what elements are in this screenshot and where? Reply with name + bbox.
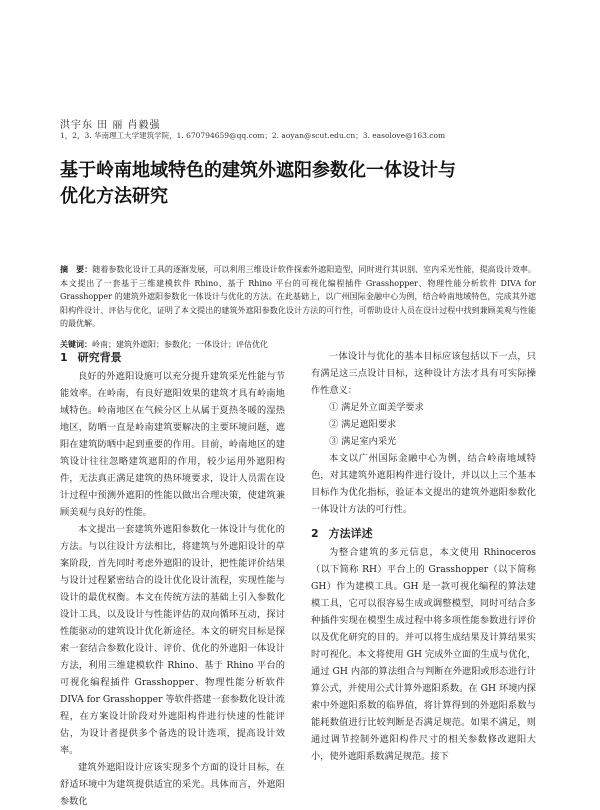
author-affiliation: 1，2，3. 华南理工大学建筑学院，1. 670794659@qq.com；2. aoyan@scut.edu.cn；3. easolove@163.com — [60, 131, 446, 140]
keywords-text: 岭南；建筑外遮阳；参数化；一体设计；评估优化 — [92, 340, 268, 349]
goals-intro-paragraph: 一体设计与优化的基本目标应该包括以下一点，只有满足这三点设计目标，这种设计方法才具有可实际操作性意义： — [311, 351, 536, 396]
section-2-paragraph-1: 为整合建筑的多元信息，本文使用 Rhinoceros（以下简称 RH）平台上的 Grasshopper（以下简称 GH）作为建模工具。GH 是一款可视化编程的算法建模工具，它可以很容易生成或调整模型，同时可结合多种插件实现在模型生成过程中将多项性能参数进行评价以及优化研究的目的。并可以将生成结果及计算结果实时可视化。本文将使用 GH 完成外立面的生成与优化，通过 GH 内部的算法组合与判断在外遮阳或形态进行计算公式，并使用公式计算外遮阳系数。在 GH 环境内探索中外遮阳系数的临界值，将计算得到的外遮阳系数与能耗数值进行比较判断是否满足规范。如果不满足，则通过调节控制外遮阳构件尺寸的相关参数修改遮阳大小，使外遮阳系数满足规范。接下 — [311, 547, 536, 762]
paper-title — [60, 158, 560, 210]
section-1-heading — [60, 348, 285, 368]
section-1-title: 研究背景 — [77, 351, 122, 364]
paper-title-line-2: 优化方法研究 — [60, 186, 168, 207]
section-1-paragraph-1: 良好的外遮阳设施可以充分提升建筑采光性能与节能效率。在岭南，有良好遮阳效果的建筑才具有岭南地域特色。岭南地区在气候分区上从属于夏热冬暖的湿热地区，防晒一直是岭南建筑要解决的主要环境问题，遮阳在建筑防晒中起到重要的作用。目前，岭南地区的建筑设计往往忽略建筑遮阳的作用，较少运用外遮阳构件，无法真正满足建筑的热环境要求，设计人员需在设计过程中预测外遮阳的性能以做出合理决策，使建筑兼顾美观与良好的性能。 — [60, 371, 285, 518]
goal-item-1: ① 满足外立面美学要求 — [329, 402, 424, 413]
abstract-label: 摘 要： — [60, 265, 93, 274]
abstract — [60, 263, 536, 331]
section-1-paragraph-3: 建筑外遮阳设计应该实现多个方面的设计目标，在舒适环境中为建筑提供适宜的采光。具体而言，外遮阳参数化 — [60, 762, 285, 807]
goal-item-3: ③ 满足室内采光 — [329, 436, 397, 447]
author-list: 洪宇东 田 丽 肖毅强 — [60, 120, 161, 131]
section-1-paragraph-2: 本文提出一套建筑外遮阳参数化一体设计与优化的方法。与以往设计方法相比，将建筑与外遮阳设计的草案阶段，首先同时考虑外遮阳的设计，把性能评价结果与设计过程紧密结合的设计优化设计流程，实现性能与设计的最优权衡。本文在传统方法的基础上引入参数化设计工具，以及设计与性能评估的双向循环互动，探讨性能驱动的建筑设计优化新途径。本文的研究目标是探索一套结合参数化设计、评价、优化的外遮阳一体设计方法，利用三维建模软件 Rhino、基于 Rhino 平台的可视化编程插件 Grasshopper、物理性能分析软件 DIVA for Grasshopper 等软件搭建一套参数化设计流程，在方案设计阶段对外遮阳构件进行快速的性能评估，为设计者提供多个备选的设计选项，提高设计效率。 — [60, 524, 285, 756]
goal-item-2: ② 满足遮阳要求 — [329, 419, 397, 430]
case-study-paragraph: 本文以广州国际金融中心为例，结合岭南地域特色，对其建筑外遮阳构件进行设计，并以以上三个基本目标作为优化指标，验证本文提出的建筑外遮阳参数化一体设计方法的可行性。 — [311, 453, 536, 515]
abstract-text: 随着参数化设计工具的逐渐发展，可以利用三维设计软件探索外遮阳造型，同时进行其识别、室内采光性能，提高设计效率。本文提出了一套基于三维建模软件 Rhino、基于 Rhino 平台的可视化编程插件 Grasshopper、物理性能分析软件 DIVA for Grasshopper 的建筑外遮阳参数化一体设计与优化的方法。在此基础上，以广州国际金融中心为例，结合岭南地域特色，完成其外遮阳构件设计、评估与优化，证明了本文提出的建筑外遮阳参数化设计方法的可行性，可帮助设计人员在设计过程中找到兼顾美观与性能的最优解。 — [60, 265, 536, 329]
section-2-heading — [311, 524, 536, 544]
paper-title-line-1: 基于岭南地域特色的建筑外遮阳参数化一体设计与 — [60, 160, 456, 181]
left-column — [60, 348, 285, 810]
section-2-title: 方法详述 — [328, 527, 373, 540]
keywords-label: 关键词： — [60, 340, 92, 349]
section-2-number: 2 — [311, 527, 319, 540]
right-column — [311, 348, 536, 765]
section-1-number: 1 — [60, 351, 68, 364]
